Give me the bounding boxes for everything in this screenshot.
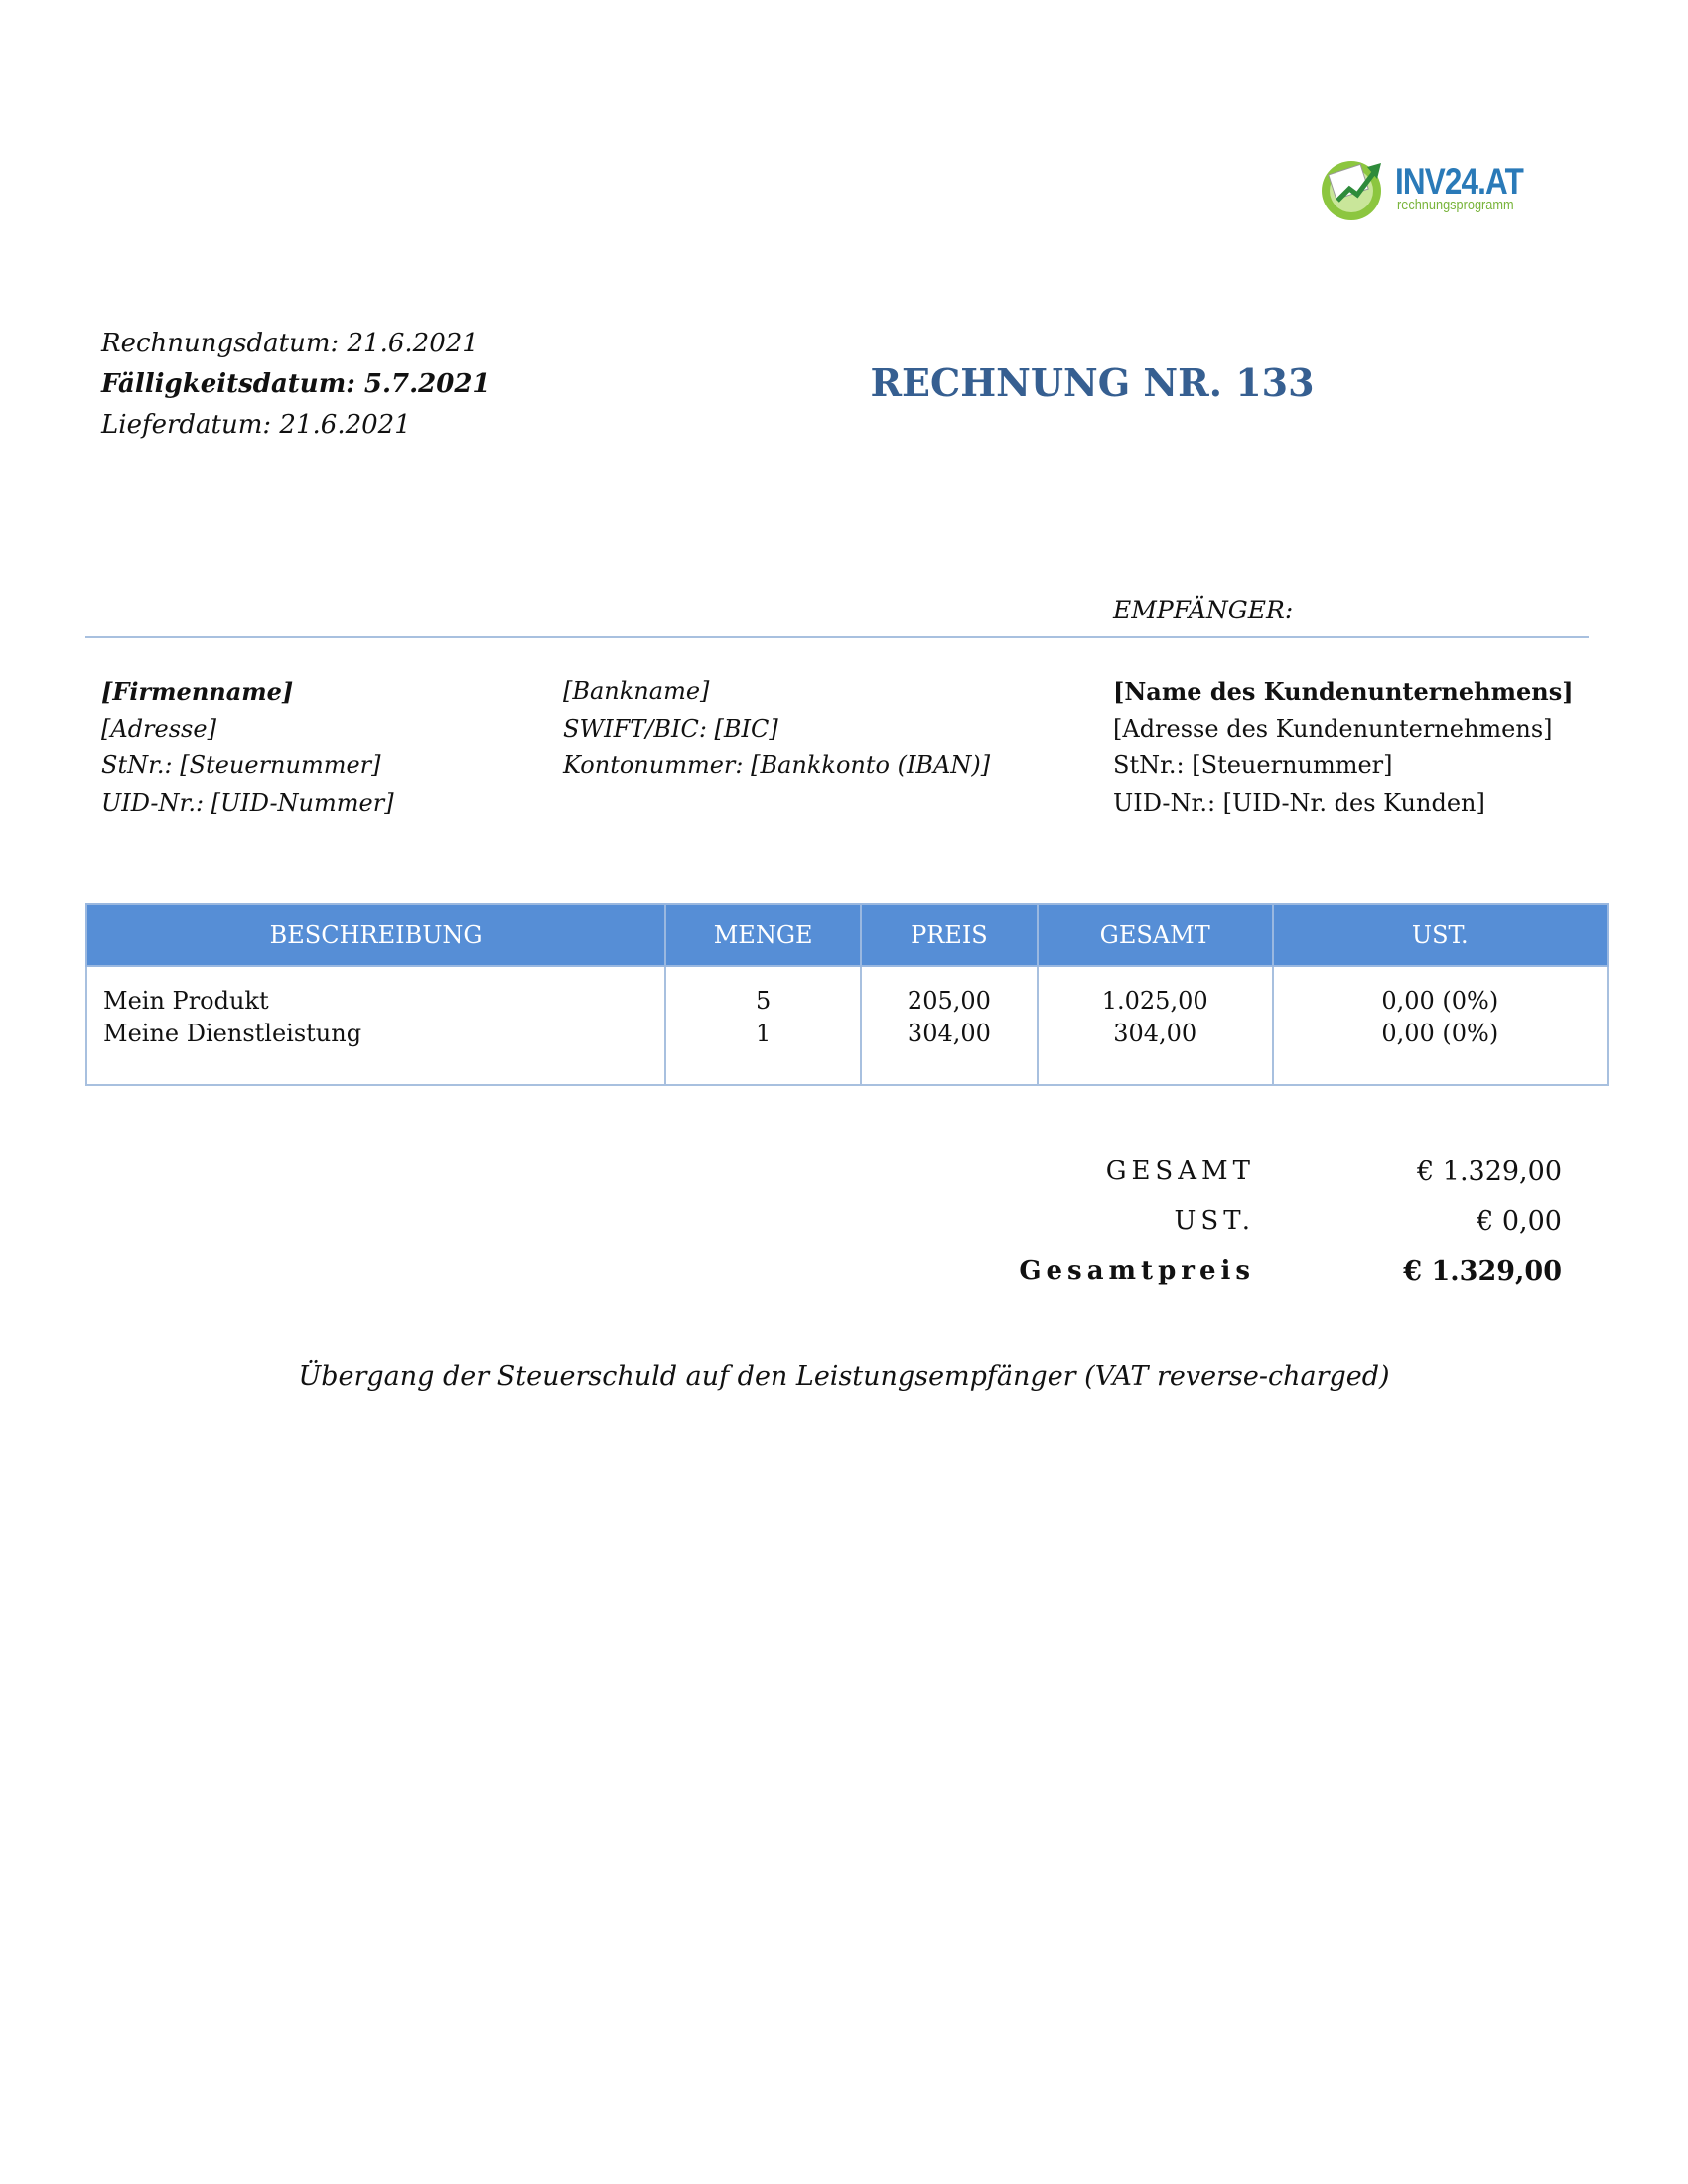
item-vat: 0,00 (0%) <box>1381 1020 1499 1047</box>
grand-total-label: Gesamtpreis <box>1019 1256 1255 1286</box>
logo-text: INV24.AT <box>1395 161 1523 202</box>
recipient-company: [Name des Kundenunternehmens] <box>1113 677 1574 706</box>
header-total: GESAMT <box>1038 904 1273 966</box>
bank-name: [Bankname] <box>563 677 710 705</box>
recipient-address: [Adresse des Kundenunternehmens] <box>1113 714 1553 743</box>
due-date: Fälligkeitsdatum: 5.7.2021 <box>101 369 491 399</box>
sender-company: [Firmenname] <box>101 677 294 706</box>
bank-block <box>563 673 990 785</box>
item-vat: 0,00 (0%) <box>1381 987 1499 1015</box>
sender-tax-number: StNr.: [Steuernummer] <box>101 751 381 779</box>
description-cell <box>86 966 665 1085</box>
item-total: 1.025,00 <box>1101 987 1208 1015</box>
subtotal-label: GESAMT <box>1105 1157 1255 1186</box>
recipient-block <box>1113 673 1574 822</box>
vat-total-value: € 0,00 <box>1477 1206 1562 1237</box>
total-cell <box>1038 966 1273 1085</box>
bank-account: Kontonummer: [Bankkonto (IBAN)] <box>563 751 991 779</box>
sender-address: [Adresse] <box>101 714 216 743</box>
header-vat: UST. <box>1273 904 1608 966</box>
invoice-dates <box>101 324 491 446</box>
delivery-date: Lieferdatum: 21.6.2021 <box>101 410 411 440</box>
header-price: PREIS <box>861 904 1038 966</box>
recipient-vat-id: UID-Nr.: [UID-Nr. des Kunden] <box>1113 788 1485 817</box>
recipient-label: EMPFÄNGER: <box>1113 596 1294 624</box>
item-quantity: 5 <box>755 987 772 1015</box>
header-quantity: MENGE <box>665 904 861 966</box>
subtotal-value: € 1.329,00 <box>1417 1157 1562 1187</box>
item-description: Mein Produkt <box>103 987 269 1015</box>
table-header-row <box>86 904 1608 966</box>
sender-block <box>101 673 394 822</box>
item-quantity: 1 <box>755 1020 772 1047</box>
item-price: 304,00 <box>907 1020 991 1047</box>
header-description: BESCHREIBUNG <box>86 904 665 966</box>
quantity-cell <box>665 966 861 1085</box>
item-description: Meine Dienstleistung <box>103 1020 362 1047</box>
invoice-title: RECHNUNG NR. 133 <box>870 360 1315 405</box>
company-logo <box>1316 149 1523 228</box>
vat-total-label: UST. <box>1174 1206 1255 1236</box>
items-table <box>85 903 1609 1078</box>
item-price: 205,00 <box>907 987 991 1015</box>
grand-total-value: € 1.329,00 <box>1403 1256 1562 1287</box>
recipient-tax-number: StNr.: [Steuernummer] <box>1113 751 1393 779</box>
logo-tagline: rechnungsprogramm <box>1397 197 1514 213</box>
table-row <box>86 966 1608 1085</box>
reverse-charge-note: Übergang der Steuerschuld auf den Leistungsempfänger (VAT reverse-charged) <box>298 1361 1390 1392</box>
bank-swift: SWIFT/BIC: [BIC] <box>563 714 778 743</box>
item-total: 304,00 <box>1113 1020 1197 1047</box>
price-cell <box>861 966 1038 1085</box>
sender-vat-id: UID-Nr.: [UID-Nummer] <box>101 788 394 817</box>
vat-cell <box>1273 966 1608 1085</box>
invoice-date: Rechnungsdatum: 21.6.2021 <box>101 329 479 358</box>
growth-arrow-logo-icon <box>1316 149 1395 228</box>
divider <box>85 636 1589 638</box>
